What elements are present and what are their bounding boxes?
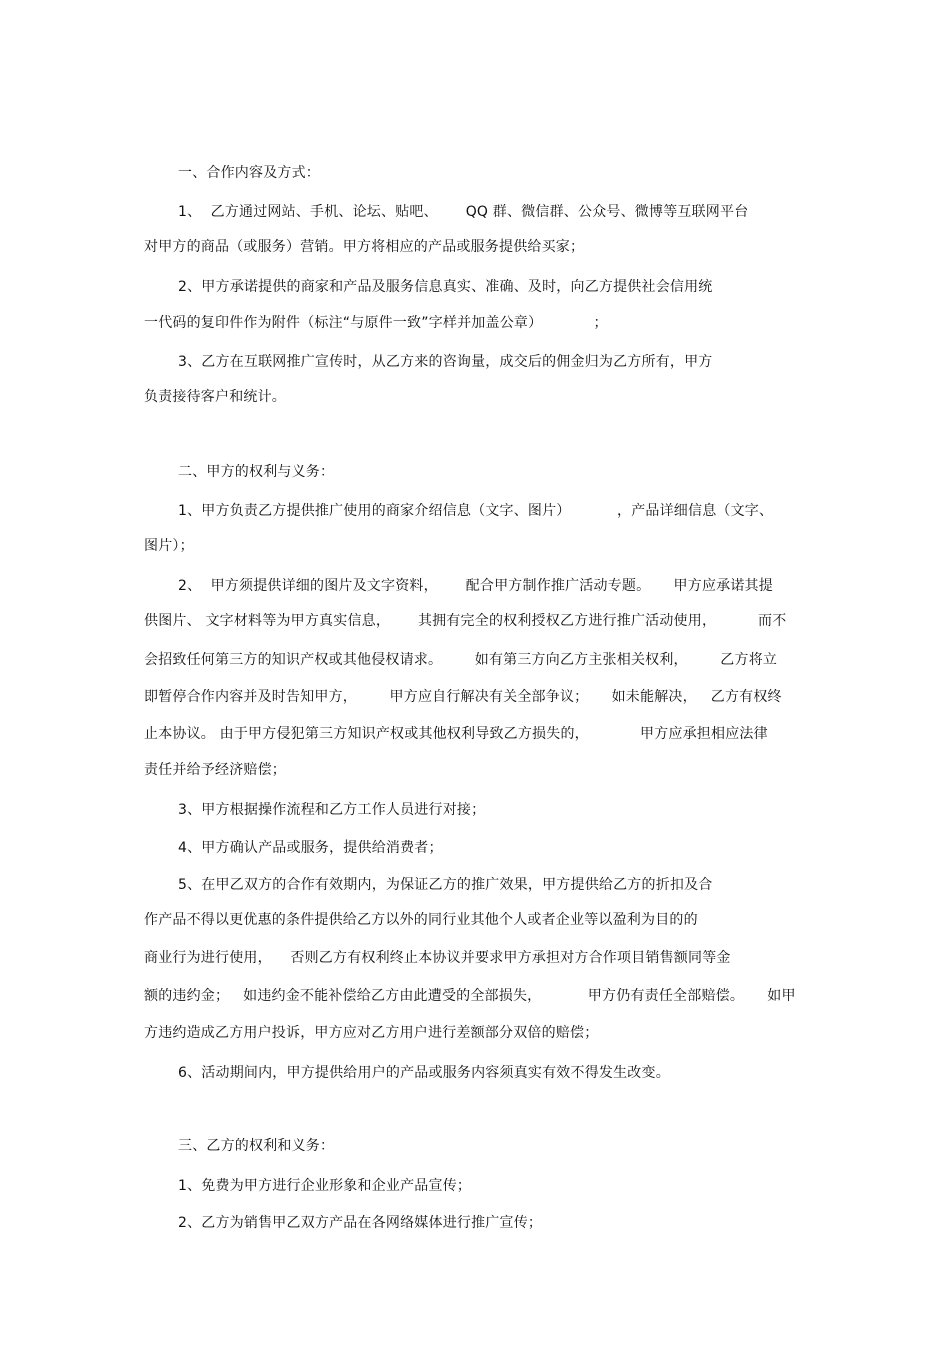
section-2-line-16: 6、活动期间内，甲方提供给用户的产品或服务内容须真实有效不得发生改变。 xyxy=(178,1065,670,1081)
section-2-line-1: 1、甲方负责乙方提供推广使用的商家介绍信息（文字、图片） ，产品详细信息（文字、 xyxy=(178,503,774,519)
section-1-line-5: 3、乙方在互联网推广宣传时，从乙方来的咨询量，成交后的佣金归为乙方所有，甲方 xyxy=(178,354,713,370)
section-2-line-15: 方违约造成乙方用户投诉，甲方应对乙方用户进行差额部分双倍的赔偿； xyxy=(144,1025,599,1041)
section-2-line-4: 供图片、 文字材料等为甲方真实信息， 其拥有完全的权利授权乙方进行推广活动使用， 而不 xyxy=(144,613,787,629)
section-1-line-1: 1、 乙方通过网站、手机、论坛、贴吧、 QQ 群、微信群、公众号、微博等互联网平台 xyxy=(178,204,749,220)
section-2-line-3: 2、 甲方须提供详细的图片及文字资料， 配合甲方制作推广活动专题。 甲方应承诺其提 xyxy=(178,578,773,594)
section-1-heading: 一、合作内容及方式： xyxy=(178,165,320,181)
section-2-line-5: 会招致任何第三方的知识产权或其他侵权请求。 如有第三方向乙方主张相关权利， 乙方将立 xyxy=(144,652,778,668)
section-1-line-4: 一代码的复印件作为附件（标注“与原件一致”字样并加盖公章） ； xyxy=(144,315,608,331)
section-2-line-14: 额的违约金； 如违约金不能补偿给乙方由此遭受的全部损失， 甲方仍有责任全部赔偿。 如甲 xyxy=(144,988,796,1004)
section-2-heading: 二、甲方的权利与义务： xyxy=(178,464,335,480)
section-2-line-6: 即暂停合作内容并及时告知甲方， 甲方应自行解决有关全部争议； 如未能解决， 乙方有权终 xyxy=(144,689,782,705)
section-2-line-2: 图片）； xyxy=(144,538,194,554)
section-1-line-2: 对甲方的商品（或服务）营销。甲方将相应的产品或服务提供给买家； xyxy=(144,239,585,255)
section-1-line-6: 负责接待客户和统计。 xyxy=(144,389,286,405)
section-2-line-10: 4、甲方确认产品或服务，提供给消费者； xyxy=(178,840,443,856)
section-2-line-7: 止本协议。 由于甲方侵犯第三方知识产权或其他权利导致乙方损失的， 甲方应承担相应法律 xyxy=(144,726,768,742)
section-2-line-12: 作产品不得以更优惠的条件提供给乙方以外的同行业其他个人或者企业等以盈利为目的的 xyxy=(144,912,698,928)
section-1-line-3: 2、甲方承诺提供的商家和产品及服务信息真实、准确、及时，向乙方提供社会信用统 xyxy=(178,279,713,295)
section-2-line-8: 责任并给予经济赔偿； xyxy=(144,762,286,778)
section-2-line-9: 3、甲方根据操作流程和乙方工作人员进行对接； xyxy=(178,802,486,818)
section-3-line-2: 2、乙方为销售甲乙双方产品在各网络媒体进行推广宣传； xyxy=(178,1215,543,1231)
section-2-line-11: 5、在甲乙双方的合作有效期内，为保证乙方的推广效果，甲方提供给乙方的折扣及合 xyxy=(178,877,713,893)
section-3-line-1: 1、免费为甲方进行企业形象和企业产品宣传； xyxy=(178,1178,472,1194)
section-3-heading: 三、乙方的权利和义务： xyxy=(178,1138,335,1154)
section-2-line-13: 商业行为进行使用， 否则乙方有权利终止本协议并要求甲方承担对方合作项目销售额同等金 xyxy=(144,950,731,966)
